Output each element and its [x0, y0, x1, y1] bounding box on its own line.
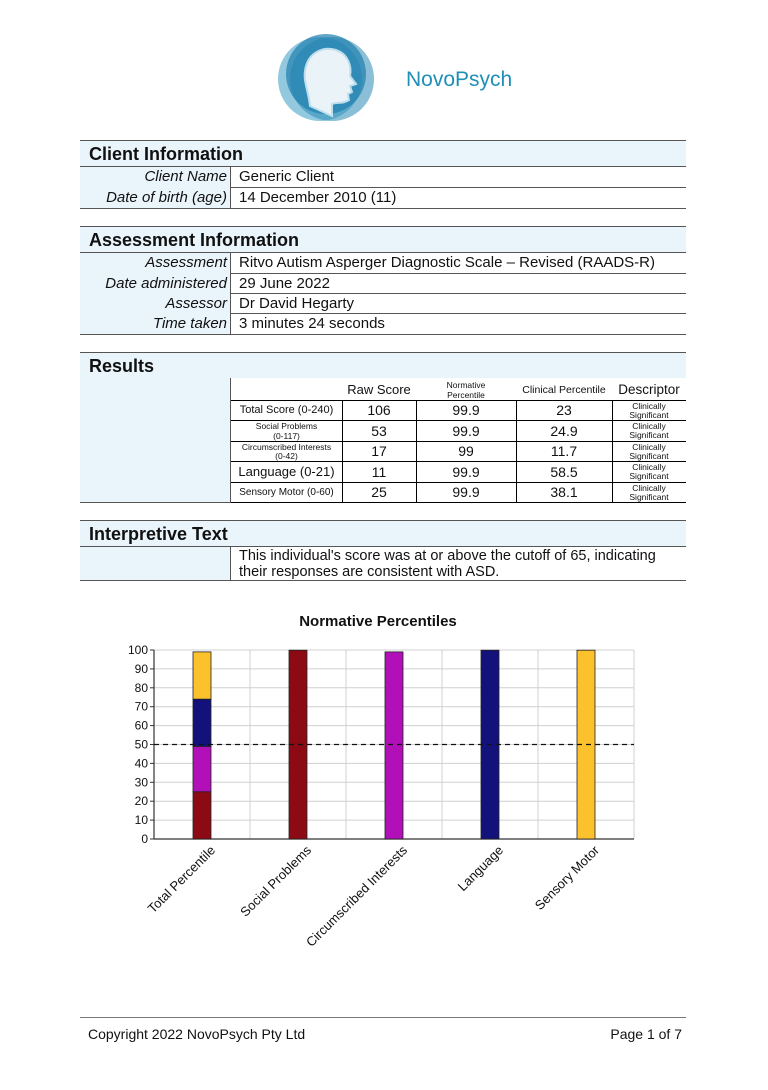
x-category-label: Total Percentile — [144, 842, 219, 916]
descriptor-cell: Clinically — [632, 442, 666, 452]
y-tick-label: 80 — [134, 680, 148, 695]
clinical-cell: 11.7 — [550, 443, 578, 459]
y-tick-label: 100 — [127, 643, 148, 657]
y-tick-label: 50 — [134, 737, 148, 752]
interpretive-line-1: This individual's score was at or above the cutoff of 65, indicating — [239, 548, 656, 564]
descriptor-cell: Significant — [629, 410, 669, 420]
dob-label: Date of birth (age) — [106, 189, 227, 206]
assessment-label: Assessment — [145, 254, 227, 271]
descriptor-cell: Significant — [629, 492, 669, 502]
assessor-value: Dr David Hegarty — [239, 295, 355, 312]
y-tick-label: 40 — [134, 756, 148, 771]
descriptor-cell: Significant — [629, 471, 669, 481]
descriptor-header: Descriptor — [618, 382, 680, 397]
y-tick-label: 60 — [134, 718, 148, 733]
brand-name: NovoPsych — [406, 68, 513, 91]
x-category-label: Circumscribed Interests — [302, 842, 411, 950]
clinical-cell: 24.9 — [550, 423, 578, 439]
descriptor-cell: Clinically — [632, 483, 666, 493]
time-taken-value: 3 minutes 24 seconds — [239, 315, 385, 332]
descriptor-cell: Significant — [629, 430, 669, 440]
result-name: Social Problems — [255, 421, 318, 431]
assessment-row — [80, 253, 686, 273]
descriptor-cell: Significant — [629, 451, 669, 461]
assessment-value: Ritvo Autism Asperger Diagnostic Scale – Revised (RAADS-R) — [239, 254, 655, 271]
y-tick-label: 30 — [134, 775, 148, 790]
x-category-label: Sensory Motor — [531, 842, 603, 913]
result-name: Sensory Motor (0-60) — [239, 487, 334, 498]
interpretive-section-title: Interpretive Text — [80, 520, 686, 547]
descriptor-cell: Clinically — [632, 421, 666, 431]
assessment-section-title: Assessment Information — [80, 226, 686, 253]
bar-segment — [193, 746, 211, 791]
date-administered-value: 29 June 2022 — [239, 275, 330, 292]
time-taken-label: Time taken — [152, 315, 227, 332]
footer-page-number: Page 1 of 7 — [610, 1026, 682, 1042]
normative-cell: 99.9 — [452, 484, 480, 500]
normative-cell: 99.9 — [452, 402, 480, 418]
result-name: Language (0-21) — [238, 464, 335, 479]
x-category-label: Social Problems — [237, 842, 315, 920]
date-administered-label: Date administered — [105, 275, 227, 292]
client-name-label: Client Name — [144, 168, 227, 185]
raw-score-cell: 53 — [371, 423, 387, 439]
results-section-title: Results — [80, 352, 686, 378]
client-row — [80, 167, 686, 187]
assessment-row — [80, 314, 686, 334]
normative-header-line1: Normative — [446, 380, 486, 390]
normative-header-line2: Percentile — [447, 390, 485, 400]
head-profile-logo-icon — [272, 28, 378, 130]
descriptor-cell: Clinically — [632, 401, 666, 411]
assessment-row — [80, 274, 686, 294]
clinical-percentile-header: Clinical Percentile — [522, 384, 606, 396]
raw-score-cell: 11 — [371, 464, 387, 480]
interpretive-line-2: their responses are consistent with ASD. — [239, 564, 500, 580]
result-name: (0-42) — [275, 451, 298, 461]
raw-score-cell: 17 — [371, 443, 387, 459]
y-tick-label: 0 — [141, 832, 148, 846]
result-name: Total Score (0-240) — [239, 404, 334, 416]
clinical-cell: 23 — [556, 402, 572, 418]
client-name-value: Generic Client — [239, 168, 335, 185]
results-label-column — [80, 378, 230, 502]
clinical-cell: 58.5 — [550, 464, 578, 480]
raw-score-cell: 25 — [371, 484, 387, 500]
x-category-label: Language — [454, 842, 507, 895]
bar — [385, 652, 403, 839]
y-tick-label: 90 — [134, 661, 148, 676]
y-tick-label: 20 — [134, 794, 148, 809]
normative-cell: 99.9 — [452, 464, 480, 480]
raw-score-cell: 106 — [367, 402, 391, 418]
normative-cell: 99 — [458, 443, 474, 459]
y-tick-label: 10 — [134, 813, 148, 828]
client-section-title: Client Information — [80, 140, 686, 167]
y-tick-label: 70 — [134, 699, 148, 714]
interpretive-label-column — [80, 547, 230, 580]
chart-title: Normative Percentiles — [299, 613, 457, 630]
descriptor-cell: Clinically — [632, 462, 666, 472]
normative-percentiles-chart — [0, 630, 768, 960]
footer-copyright: Copyright 2022 NovoPsych Pty Ltd — [88, 1026, 306, 1042]
result-name: (0-117) — [273, 431, 300, 441]
result-name: Circumscribed Interests — [241, 442, 332, 452]
bar-segment — [193, 699, 211, 746]
client-row — [80, 188, 686, 208]
normative-cell: 99.9 — [452, 423, 480, 439]
bar-segment — [193, 792, 211, 839]
clinical-cell: 38.1 — [550, 484, 578, 500]
assessor-label: Assessor — [165, 295, 227, 312]
assessment-row — [80, 294, 686, 314]
raw-score-header: Raw Score — [347, 382, 411, 397]
dob-value: 14 December 2010 (11) — [239, 189, 397, 206]
bar-segment — [193, 652, 211, 699]
